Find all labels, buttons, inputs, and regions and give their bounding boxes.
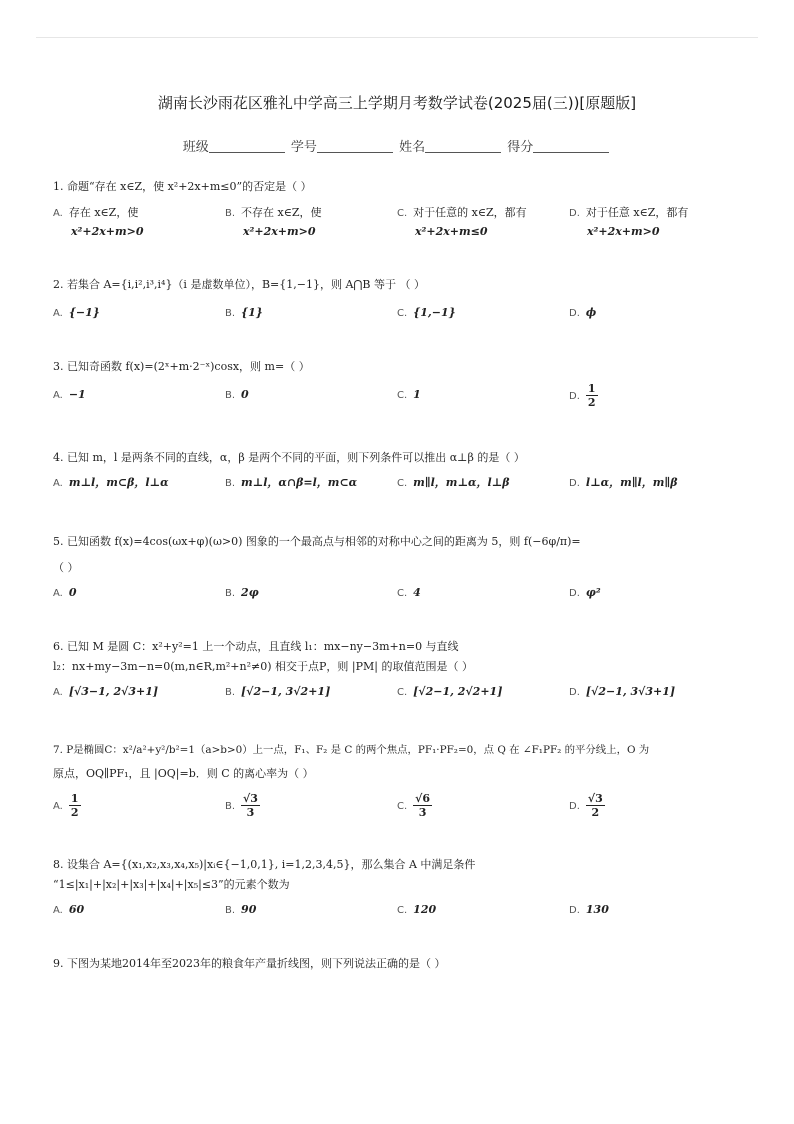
question-stem-cont: l₂：nx+my−3m−n=0(m,n∈R,m²+n²≠0) 相交于点P，则 |PM| 的取值范围是（ ） [53,660,473,673]
numerator: 1 [587,382,596,395]
option-d[interactable] [569,792,605,819]
option-label: A. [53,390,63,401]
denominator: 2 [587,396,596,409]
numerator: √3 [587,792,603,805]
option-a[interactable] [53,304,100,323]
option-d[interactable] [569,474,678,493]
option-value: [√2−1, 3√3+1] [585,685,676,698]
option-c[interactable] [397,792,432,819]
option-label: D. [569,308,580,319]
option-value: 130 [585,903,609,916]
option-d[interactable] [569,901,609,920]
option-label: B. [225,208,236,219]
option-value: ϕ [585,306,597,319]
option-d[interactable] [569,304,596,323]
option-b[interactable] [225,901,256,920]
option-value: {1} [241,306,263,319]
question-stem-cont: “1≤|x₁|+|x₂|+|x₃|+|x₄|+|x₅|≤3”的元素个数为 [53,878,290,891]
option-label: D. [569,208,580,219]
option-label: A. [53,687,63,698]
question-1 [53,178,754,196]
question-stem: 3. 已知奇函数 f(x)=(2ˣ+m·2⁻ˣ)cosx，则 m=（ ） [53,360,310,373]
option-value: 0 [68,586,77,599]
option-label: C. [397,208,408,219]
option-c[interactable] [397,386,421,405]
question-stem-cont: （ ） [53,561,79,574]
option-b[interactable] [225,304,263,323]
question-stem: 6. 已知 M 是圆 C：x²+y²=1 上一个动点，且直线 l₁：mx−ny−3m+n=0 与直线 [53,640,459,653]
option-label: C. [397,390,408,401]
option-text: 对于任意的 x∈Z，都有 [413,206,527,219]
option-label: B. [225,390,236,401]
option-b[interactable] [225,792,260,819]
denominator: 2 [591,806,600,819]
option-value: [√3−1, 2√3+1] [68,685,159,698]
option-b[interactable] [225,204,322,241]
question-stem: 9. 下图为某地2014年至2023年的粮食年产量折线图，则下列说法正确的是（ ） [53,957,446,970]
number-blank[interactable] [317,140,393,153]
class-label: 班级 [182,140,209,155]
option-a[interactable] [53,792,81,819]
option-label: D. [569,588,580,599]
option-a[interactable] [53,901,84,920]
option-value: 90 [241,903,257,916]
fraction [69,792,81,819]
option-text: 对于任意 x∈Z，都有 [585,206,689,219]
question-7 [53,741,754,783]
denominator: 3 [246,806,255,819]
option-c[interactable] [397,204,527,241]
option-label: C. [397,800,408,812]
header-divider [36,37,758,38]
question-stem: 4. 已知 m，l 是两条不同的直线，α，β 是两个不同的平面，则下列条件可以推出 α⊥β 的是（ ） [53,451,525,464]
question-4 [53,449,754,467]
option-text: 不存在 x∈Z，使 [241,206,322,219]
option-c[interactable] [397,901,436,920]
option-b[interactable] [225,584,259,603]
option-value: m⊥l，α∩β=l，m⊂α [241,476,358,489]
option-value: l⊥α，m∥l，m∥β [585,476,678,489]
option-label: A. [53,588,63,599]
option-label: D. [569,687,580,698]
option-label: B. [225,478,236,489]
option-value: 60 [68,903,85,916]
option-value: m⊥l，m⊂β，l⊥α [68,476,169,489]
score-label: 得分 [507,140,534,155]
fraction [586,792,605,819]
option-formula: x²+2x+m>0 [243,225,316,238]
option-label: D. [569,800,580,812]
option-label: C. [397,905,408,916]
fraction [413,792,432,819]
class-blank[interactable] [209,140,285,153]
option-a[interactable] [53,386,86,405]
question-2 [53,276,754,294]
name-blank[interactable] [425,140,501,153]
question-stem-cont: 原点，OQ∥PF₁，且 |OQ|=b．则 C 的离心率为（ ） [53,767,314,780]
option-value: φ² [585,586,601,599]
option-value: 2φ [241,586,259,599]
option-label: C. [397,478,408,489]
option-c[interactable] [397,683,502,702]
question-8 [53,856,754,894]
question-stem: 1. 命题“存在 x∈Z，使 x²+2x+m≤0”的否定是（ ） [53,180,312,193]
option-b[interactable] [225,683,330,702]
option-d[interactable] [569,683,675,702]
option-c[interactable] [397,474,510,493]
option-label: B. [225,588,236,599]
question-stem: 7. P是椭圆C：x²/a²+y²/b²=1（a>b>0）上一点，F₁、F₂ 是 C 的两个焦点，PF₁·PF₂=0，点 Q 在 ∠F₁PF₂ 的平分线上，O 为 [53,744,650,756]
numerator: √6 [415,792,431,805]
option-d[interactable] [569,204,688,241]
option-label: D. [569,390,580,402]
question-9 [53,955,754,973]
option-value: m∥l，m⊥α，l⊥β [413,476,510,489]
denominator: 3 [418,806,427,819]
option-label: B. [225,905,236,916]
option-a[interactable] [53,474,169,493]
fraction [241,792,260,819]
question-6 [53,638,754,676]
option-formula: x²+2x+m≤0 [415,225,488,238]
option-b[interactable] [225,386,249,405]
option-value: [√2−1, 2√2+1] [413,685,503,698]
option-label: D. [569,905,580,916]
option-formula: x²+2x+m>0 [71,225,144,238]
option-value: 4 [413,586,421,599]
score-blank[interactable] [533,140,609,153]
option-value: [√2−1, 3√2+1] [241,685,331,698]
option-value: −1 [68,388,86,401]
option-label: B. [225,687,236,698]
option-value: 0 [241,388,249,401]
option-label: A. [53,905,63,916]
number-label: 学号 [290,140,317,155]
option-label: B. [225,308,236,319]
option-text: 存在 x∈Z，使 [68,206,139,219]
option-d[interactable] [569,382,598,409]
option-label: A. [53,208,63,219]
option-label: C. [397,588,408,599]
option-label: C. [397,308,408,319]
question-5 [53,533,754,577]
denominator: 2 [70,806,79,819]
option-label: C. [397,687,408,698]
question-stem: 8. 设集合 A={(x₁,x₂,x₃,x₄,x₅)|xᵢ∈{−1,0,1}, i=1,2,3,4,5}，那么集合 A 中满足条件 [53,858,476,871]
option-label: A. [53,308,63,319]
option-c[interactable] [397,584,421,603]
numerator: √3 [243,792,258,805]
option-label: B. [225,800,236,812]
name-label: 姓名 [399,140,426,155]
option-label: A. [53,800,63,812]
student-info-row [0,136,794,155]
option-formula: x²+2x+m>0 [587,225,660,238]
question-stem: 2. 若集合 A={i,i²,i³,i⁴}（i 是虚数单位），B={1,−1}，则 A⋂B 等于 （ ） [53,278,425,291]
fraction [586,382,598,409]
option-c[interactable] [397,304,456,323]
question-stem: 5. 已知函数 f(x)=4cos(ωx+φ)(ω>0) 图象的一个最高点与相邻的对称中心之间的距离为 5，则 f(−6φ/π)= [53,535,581,548]
page-title: 湖南长沙雨花区雅礼中学高三上学期月考数学试卷(2025届(三))[原题版] [157,94,637,112]
question-3 [53,358,754,376]
option-a[interactable] [53,204,144,241]
option-value: {−1} [68,306,100,319]
option-b[interactable] [225,474,357,493]
option-a[interactable] [53,683,158,702]
option-label: D. [569,478,580,489]
option-a[interactable] [53,584,77,603]
option-label: A. [53,478,63,489]
option-d[interactable] [569,584,601,603]
numerator: 1 [70,792,79,805]
option-value: 120 [413,903,437,916]
option-value: 1 [413,388,421,401]
option-value: {1,−1} [413,306,456,319]
